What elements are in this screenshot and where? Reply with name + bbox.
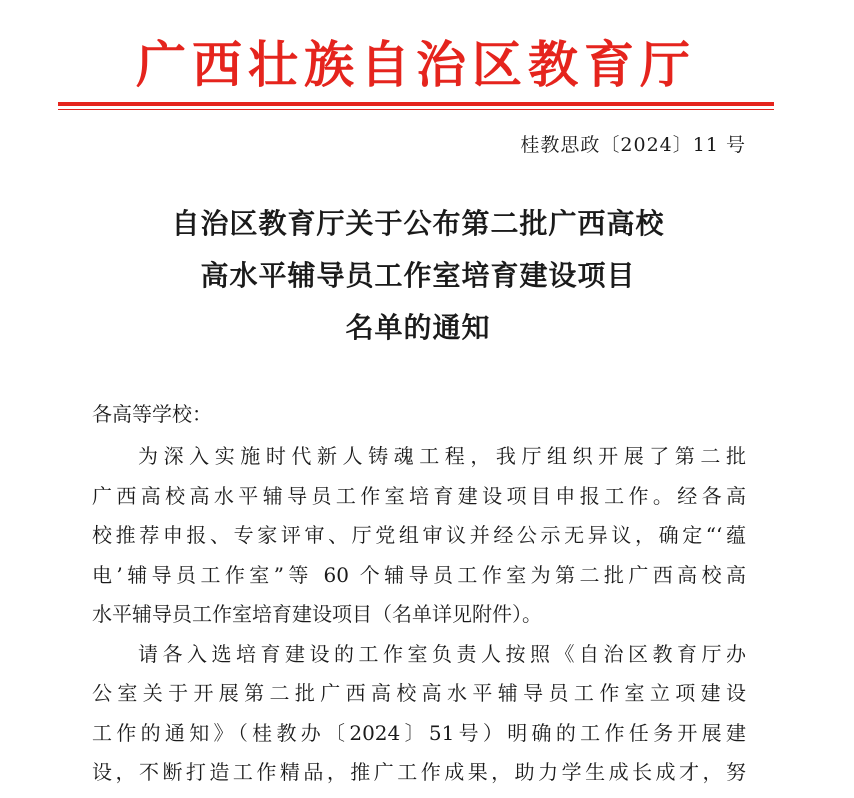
text-line: 公室关于开展第二批广西高校高水平辅导员工作室立项建设 xyxy=(92,681,746,705)
body-text xyxy=(92,437,746,793)
text-line: 为深入实施时代新人铸魂工程，我厅组织开展了第二批 xyxy=(138,444,746,468)
document-number: 桂教思政〔2024〕11 号 xyxy=(520,134,746,156)
title-line: 高水平辅导员工作室培育建设项目 xyxy=(200,259,636,292)
text-line: 设，不断打造工作精品，推广工作成果，助力学生成长成才，努 xyxy=(92,760,746,784)
text-line: 请各入选培育建设的工作室负责人按照《自治区教育厅办 xyxy=(138,641,746,666)
paragraph-2 xyxy=(92,635,746,793)
masthead-title: 广西壮族自治区教育厅 xyxy=(136,35,696,94)
text-line: 广西高校高水平辅导员工作室培育建设项目申报工作。经各高 xyxy=(92,483,746,508)
title-line: 名单的通知 xyxy=(345,311,491,344)
text-line: 工作的通知》（桂教办〔2024〕51号）明确的工作任务开展建 xyxy=(92,720,746,745)
salutation: 各高等学校： xyxy=(92,402,212,426)
text-line: 电’辅导员工作室”等 60 个辅导员工作室为第二批广西高校高 xyxy=(92,562,746,587)
masthead-red-rule-thin xyxy=(58,109,774,110)
text-line: 校推荐申报、专家评审、厅党组审议并经公示无异议，确定“‘蕴 xyxy=(92,523,746,547)
masthead-red-rule-thick xyxy=(58,102,774,106)
paragraph-1 xyxy=(92,437,746,635)
text-line: 水平辅导员工作室培育建设项目（名单详见附件）。 xyxy=(92,602,542,626)
title-line: 自治区教育厅关于公布第二批广西高校 xyxy=(171,207,665,240)
document-title xyxy=(88,198,748,354)
